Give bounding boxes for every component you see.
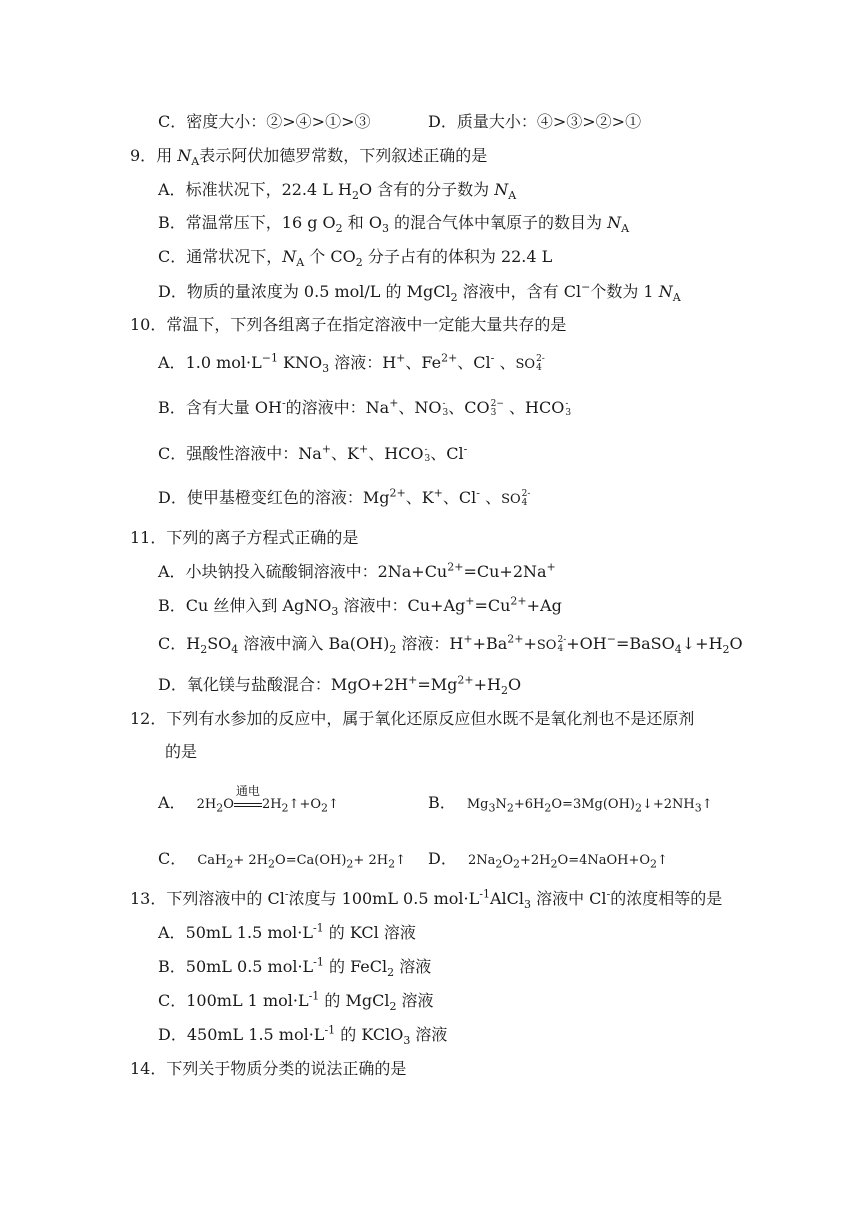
q10-option-d: D．使甲基橙变红色的溶液：$Mg^{2+}$、K+、Cl- 、SO 2- 4 xyxy=(158,486,531,508)
q13-option-b: B．50mL 0.5 $mol\cdot L^{-1}$ 的 FeCl$_2$ 溶液 xyxy=(158,955,432,980)
q8-option-d: D．质量大小：④>③>②>① xyxy=(428,112,642,131)
q9-stem: 9．用 $N_A$表示阿伏加德罗常数，下列叙述正确的是 xyxy=(130,146,488,169)
q14-stem: 14．下列关于物质分类的说法正确的是 xyxy=(130,1059,407,1078)
q12-stem-line2: 的是 xyxy=(165,742,198,761)
q13-stem: 13．下列溶液中的 Cl-浓度与 100mL 0.5 $mol\cdot L^{-1}AlCl_3$ 溶液中 Cl-的浓度相等的是 xyxy=(130,887,723,912)
q11-option-b: B．Cu 丝伸入到 AgNO$_3$ 溶液中：$Cu+Ag^+=Cu^{2+}+Ag$ xyxy=(158,594,562,619)
q11-stem: 11．下列的离子方程式正确的是 xyxy=(130,528,359,547)
q9-option-d: D．物质的量浓度为 0.5 mol/L 的 MgCl$_2$ 溶液中，含有 Cl−个数为 1 $N_A$ xyxy=(158,280,681,305)
q11-option-c: C．$H_2SO_4$ 溶液中滴入 $Ba(OH)_2$ 溶液：$H^++Ba^{2+}+SO$ 2- 4 $+OH^-=BaSO_4↓+H_2O$ xyxy=(158,632,743,657)
q10-option-c: C．强酸性溶液中：Na+、K+、HCO - 3 、Cl- xyxy=(158,442,468,464)
q12-option-b: B． $Mg_3N_2+6H_2O=3Mg(OH)_2↓+2NH_3↑$ xyxy=(428,793,713,815)
q12-option-d: D． $2Na_2O_2+2H_2O=4NaOH+O_2↑$ xyxy=(428,849,668,871)
q13-option-d: D．450mL 1.5 $mol\cdot L^{-1}$ 的 KClO$_3$ 溶液 xyxy=(158,1023,448,1048)
q12-stem-line1: 12．下列有水参加的反应中，属于氧化还原反应但水既不是氧化剂也不是还原剂 xyxy=(130,709,695,728)
q10-stem: 10．常温下，下列各组离子在指定溶液中一定能大量共存的是 xyxy=(130,315,567,334)
q12-option-a: A． $2H_2O$ 通电 $2H_2↑+O_2↑$ xyxy=(158,784,339,815)
q9-option-c: C．通常状况下，$N_A$ 个 $CO_2$ 分子占有的体积为 22.4 L xyxy=(158,247,553,270)
q10-option-a: A．1.0 $mol\cdot L^{-1}$ $KNO_3$ 溶液：H+、$Fe^{2+}$、Cl- 、SO 2- 4 xyxy=(158,351,545,376)
electrolysis-condition: 通电 xyxy=(234,794,262,816)
q12-option-c: C． $CaH_2+ 2H_2O=Ca(OH)_2+$ $2H_2↑$ xyxy=(158,849,406,871)
q11-option-a: A．小块钠投入硫酸铜溶液中：$2Na+Cu^{2+}=Cu+2Na^+$ xyxy=(158,560,556,581)
q9-option-a: A．标准状况下，22.4 L $H_2O$ 含有的分子数为 $N_A$ xyxy=(158,180,517,203)
q8-option-c: C．密度大小：②>④>①>③ xyxy=(158,112,371,131)
q9-option-b: B．常温常压下，16 g $O_2$ 和 $O_3$ 的混合气体中氧原子的数目为 $N_A$ xyxy=(158,213,630,236)
q13-option-c: C．100mL 1 $mol\cdot L^{-1}$ 的 MgCl$_2$ 溶液 xyxy=(158,989,434,1014)
q13-option-a: A．50mL 1.5 $mol\cdot L^{-1}$ 的 KCl 溶液 xyxy=(158,921,416,942)
q10-option-b: B．含有大量 OH-的溶液中：Na+、NO - 3 、CO 2− 3 、HCO - 3 xyxy=(158,396,572,418)
q11-option-d: D．氧化镁与盐酸混合：$MgO+2H^+=Mg^{2+}+H_2O$ xyxy=(158,673,522,698)
